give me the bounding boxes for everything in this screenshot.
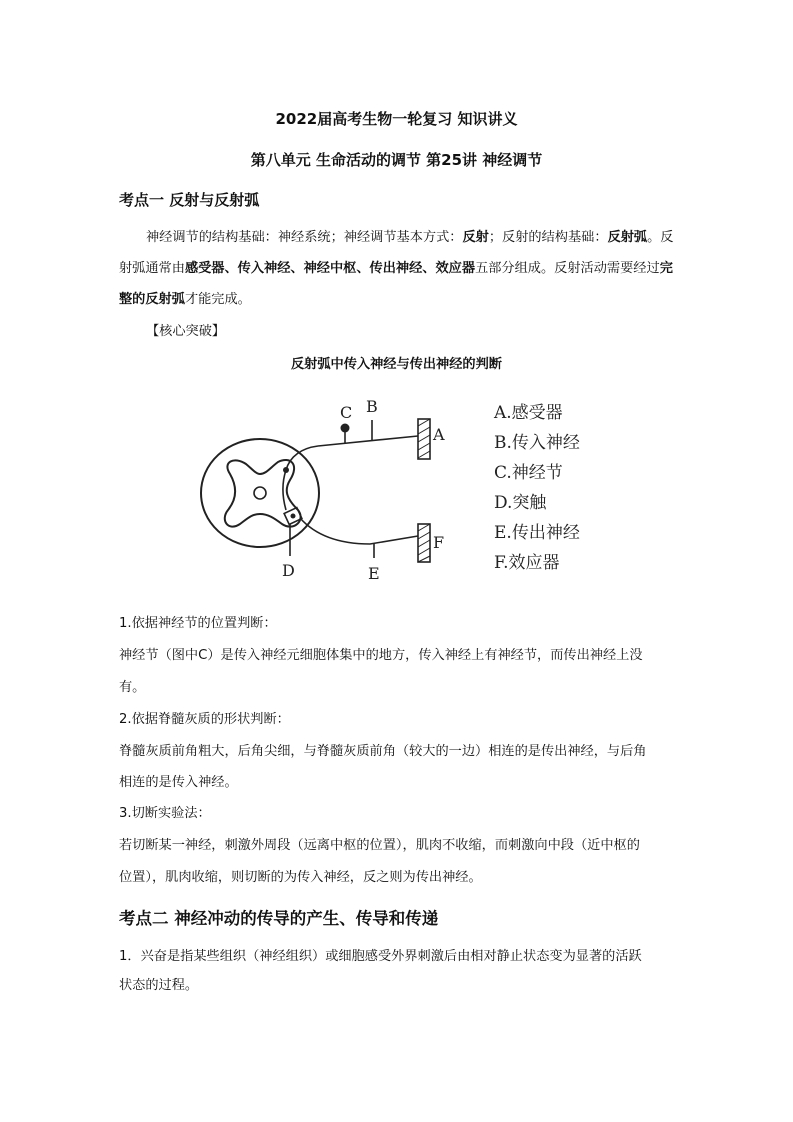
intro-bold-2: 反射弧 (607, 230, 648, 245)
legend-a: A.感受器 (494, 403, 563, 423)
intro-text-2: ；反射的结构基础： (488, 230, 608, 245)
afferent-nerve-line (318, 436, 418, 446)
grey-matter-shape (225, 460, 301, 527)
spinal-cord-outline (201, 439, 319, 547)
legend-c: C.神经节 (494, 463, 563, 483)
label-f: F (433, 533, 445, 552)
intro-text-5: 才能完成。 (184, 292, 251, 307)
section2-line1: 1．兴奋是指某些组织（神经组织）或细胞感受外界刺激后由相对静止状态变为显著的活跃 (119, 949, 642, 964)
document-title: 2022届高考生物一轮复习 知识讲义 (275, 110, 518, 128)
legend-f: F.效应器 (494, 553, 560, 573)
legend-d: D.突触 (494, 493, 547, 513)
section1-heading: 考点一 反射与反射弧 (119, 191, 260, 209)
intro-text-1: 神经调节的结构基础：神经系统；神经调节基本方式： (146, 230, 463, 245)
item2-line1: 脊髓灰质前角粗大，后角尖细，与脊髓灰质前角（较大的一边）相连的是传出神经，与后角 (119, 744, 647, 759)
label-c: C (340, 403, 353, 422)
intro-bold-1: 反射 (462, 230, 489, 245)
afferent-nerve-inner (283, 446, 318, 510)
intro-text-3: 。反射弧通常由 (119, 230, 674, 276)
label-d: D (282, 561, 295, 580)
item2-line2: 相连的是传入神经。 (119, 775, 238, 790)
section2-heading: 考点二 神经冲动的传导的产生、传导和传递 (119, 909, 439, 928)
interneuron-dot (283, 467, 289, 473)
item3-line2: 位置），肌肉收缩，则切断的为传入神经，反之则为传出神经。 (119, 870, 482, 885)
document-subtitle: 第八单元 生命活动的调节 第25讲 神经调节 (250, 151, 543, 169)
intro-bold-3: 感受器、传入神经、神经中枢、传出神经、效应器 (184, 261, 476, 276)
label-e: E (368, 564, 380, 583)
ganglion-c-dot (341, 424, 350, 433)
core-breakthrough-label: 【核心突破】 (146, 324, 226, 339)
item1-line1: 神经节（图中C）是传入神经元细胞体集中的地方，传入神经上有神经节，而传出神经上没 (119, 648, 643, 663)
figure-title: 反射弧中传入神经与传出神经的判断 (291, 357, 502, 372)
intro-bold-4: 完整的反射弧 (119, 261, 673, 307)
legend-e: E.传出神经 (494, 523, 580, 543)
reflex-arc-figure (190, 386, 610, 596)
item1-line2: 有。 (119, 680, 146, 695)
item2-heading: 2.依据脊髓灰质的形状判断： (119, 712, 290, 727)
synapse-d-dot (291, 514, 296, 519)
section1-intro (119, 222, 679, 315)
label-a: A (433, 425, 445, 444)
item1-heading: 1.依据神经节的位置判断： (119, 616, 277, 631)
item3-heading: 3.切断实验法： (119, 806, 211, 821)
section2-line2: 状态的过程。 (119, 978, 199, 993)
central-canal (254, 487, 266, 499)
efferent-nerve-line (300, 518, 418, 544)
intro-text-4: 五部分组成。反射活动需要经过 (475, 261, 660, 276)
item3-line1: 若切断某一神经，刺激外周段（远离中枢的位置），肌肉不收缩，而刺激向中段（近中枢的 (119, 838, 640, 853)
legend-b: B.传入神经 (494, 433, 580, 453)
label-b: B (366, 397, 378, 416)
